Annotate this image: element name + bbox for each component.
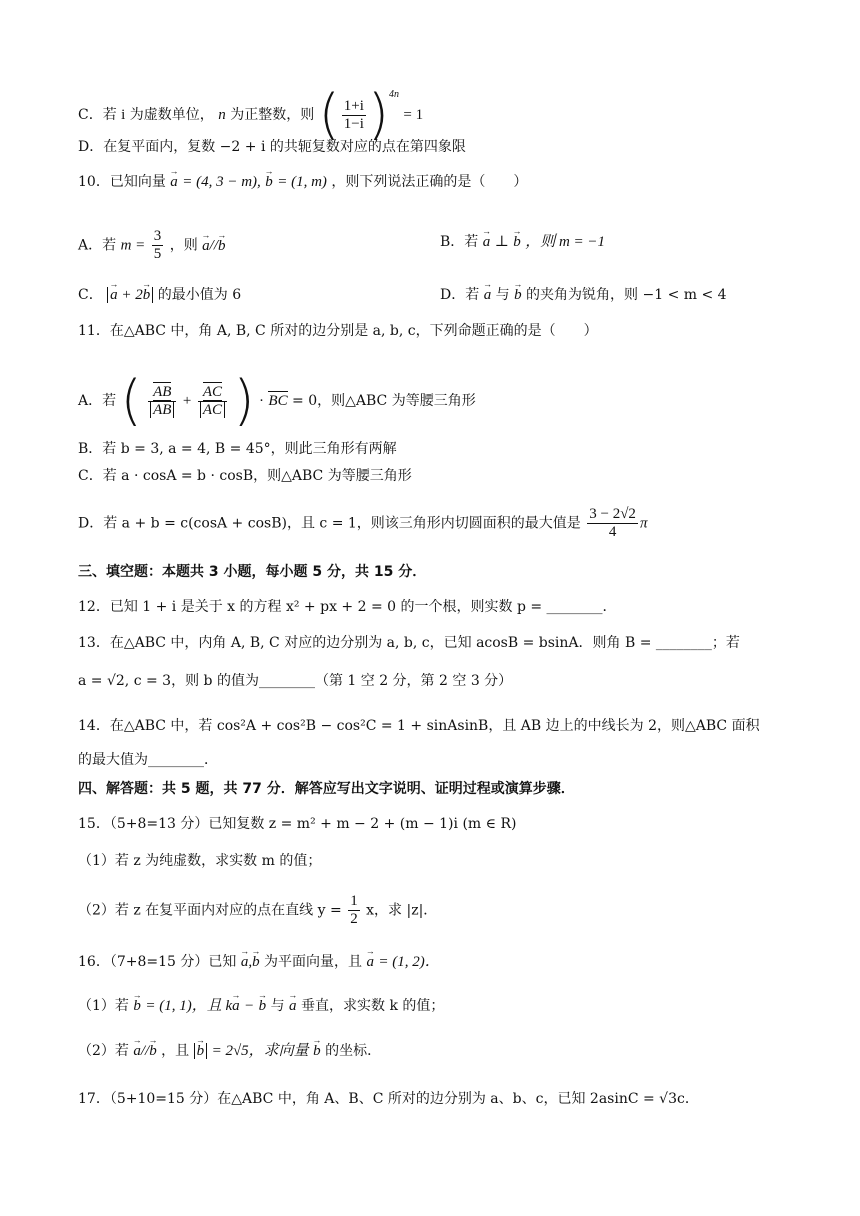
q10-option-d: D．若 → a 与 → b 的夹角为锐角，则 −1 < m < 4: [440, 285, 727, 305]
q11-option-b: B．若 b = 3, a = 4, B = 45°，则此三角形有两解: [78, 441, 397, 457]
magnitude: → a + 2→ b: [107, 287, 153, 303]
q13-line1: 13．在△ABC 中，内角 A, B, C 对应的边分别为 a, b, c，已知 acosB = bsinA．则角 B = ________；若: [78, 635, 740, 651]
q9-option-c: C．若 i 为虚数单位， n 为正整数，则 ( $\frac{1+i}{1-i}$ )$^{4n}$ = 1: [78, 83, 424, 146]
q14-line1: 14．在△ABC 中，若 cos²A + cos²B − cos²C = 1 + sinAsinB，且 AB 边上的中线长为 2，则△ABC 面积: [78, 718, 760, 734]
q15-part2: （2）若 z 在复平面内对应的点在直线 y = $\frac{1}{2}$ x，求 |z|．: [78, 893, 438, 927]
section-heading-solutions: 四、解答题：共 5 题，共 77 分．解答应写出文字说明、证明过程或演算步骤．: [78, 781, 575, 797]
section-heading-fill-in: 三、填空题：本题共 3 小题，每小题 5 分，共 15 分．: [78, 564, 427, 580]
q15-part1: （1）若 z 为纯虚数，求实数 m 的值；: [78, 853, 322, 869]
q12: 12．已知 1 + i 是关于 x 的方程 x² + px + 2 = 0 的一个根，则实数 p = ________．: [78, 599, 617, 615]
q10-option-a: A．若 m = $\frac{3}{5}$ ，则 → a//→ b: [78, 228, 226, 263]
q11-stem: 11．在△ABC 中，角 A, B, C 所对的边分别是 a, b, c，下列命题正确的是（ ）: [78, 323, 598, 339]
q15-stem: 15．（5+8=13 分）已知复数 z = m² + m − 2 + (m − 1)i (m ∈ R): [78, 816, 517, 832]
q14-line2: 的最大值为________．: [78, 752, 218, 768]
q11-option-a: A．若 ( $\frac{AB}{AB}$ + $\frac{AC}{AC}$ ) · BC = 0，则△ABC 为等腰三角形: [78, 369, 476, 432]
q11-option-c: C．若 a · cosA = b · cosB，则△ABC 为等腰三角形: [78, 468, 412, 484]
q17-stem: 17．（5+10=15 分）在△ABC 中，角 A、B、C 所对的边分别为 a、b、c，已知 2asinC = √3c．: [78, 1091, 699, 1107]
q9-option-d: D．在复平面内，复数 −2 + i 的共轭复数对应的点在第四象限: [78, 139, 466, 155]
unit-vector-ac: $\frac{AC}{AC}$: [198, 384, 227, 419]
fraction: $\frac{3}{5}$: [153, 228, 162, 262]
q10-option-b: B．若 → a ⊥ → b ，则 m = −1: [440, 232, 605, 252]
q11-option-d: D．若 a + b = c(cosA + cosB)，且 c = 1，则该三角形内切圆面积的最大值是 $\frac{3 - 2√2}{4}$ π: [78, 506, 648, 540]
fraction: $\frac{1+i}{1-i}$: [343, 97, 364, 132]
q16-stem: 16．（7+8=15 分）已知 → a,→ b 为平面向量，且 → a = (1, 2)．: [78, 952, 440, 972]
q10-option-c: C． → a + 2→ b 的最小值为 6: [78, 285, 241, 305]
fraction: $\frac{1}{2}$: [350, 893, 358, 927]
q13-line2: a = √2, c = 3，则 b 的值为________（第 1 空 2 分，第 2 空 3 分）: [78, 673, 513, 689]
fraction: $\frac{3 - 2√2}{4}$: [589, 506, 636, 540]
q10-stem: 10．已知向量 → a = (4, 3 − m), → b = (1, m) ，则下列说法正确的是（ ）: [78, 172, 527, 192]
unit-vector-ab: $\frac{AB}{AB}$: [148, 384, 176, 419]
q16-part1: （1）若 → b = (1, 1)，且 k→ a − → b 与 → a 垂直，求实数 k 的值；: [78, 996, 444, 1016]
q16-part2: （2）若 → a//→ b ，且 → b = 2√5，求向量 → b 的坐标．: [78, 1041, 381, 1061]
